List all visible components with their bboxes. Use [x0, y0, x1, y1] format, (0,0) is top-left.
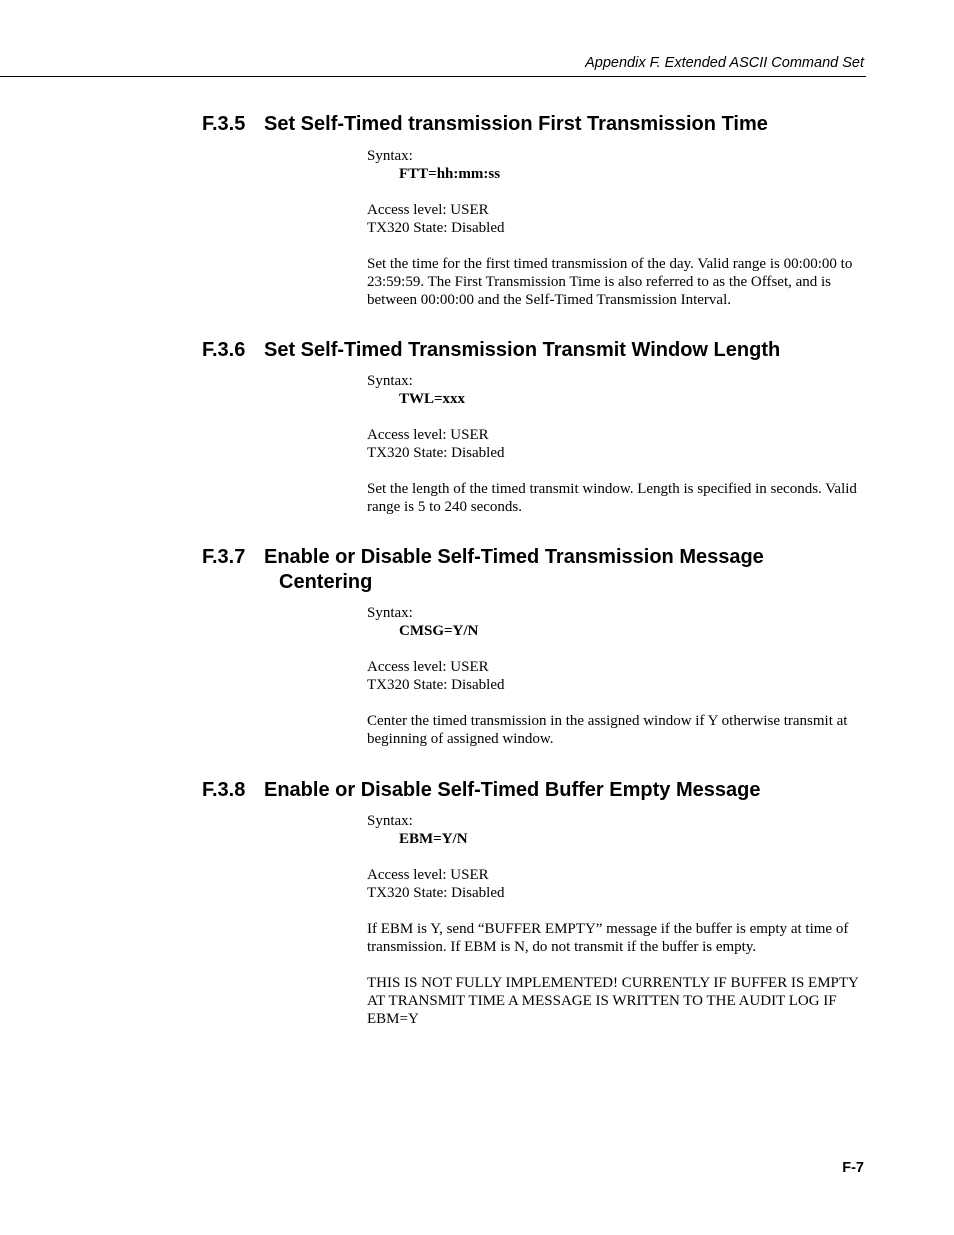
syntax-label: Syntax: [367, 148, 413, 164]
section-title-text: Set Self-Timed Transmission Transmit Window Length [264, 339, 781, 361]
command-syntax: TWL=xxx [399, 391, 466, 407]
implementation-note: THIS IS NOT FULLY IMPLEMENTED! CURRENTLY IF BUFFER IS EMPTY AT TRANSMIT TIME A MESSAGE IS WRITTEN TO THE AUDIT LOG IF EBM=Y [367, 975, 859, 1027]
section-title-continuation: Centering [279, 571, 373, 593]
header-rule [0, 76, 866, 77]
section-title [202, 778, 760, 803]
tx320-state: TX320 State: Disabled [367, 885, 505, 901]
section-number: F.3.6 [202, 339, 246, 361]
description: Set the length of the timed transmit window. Length is specified in seconds. Valid range is 5 to 240 seconds. [367, 481, 857, 515]
section-body [367, 604, 867, 748]
section-title-text: Set Self-Timed transmission First Transmission Time [264, 113, 768, 135]
description: If EBM is Y, send “BUFFER EMPTY” message if the buffer is empty at time of transmission. If EBM is N, do not transmit if the buffer is empty. [367, 921, 849, 955]
section-title [202, 338, 780, 363]
command-syntax: FTT=hh:mm:ss [399, 166, 501, 182]
description: Center the timed transmission in the assigned window if Y otherwise transmit at beginning of assigned window. [367, 713, 848, 747]
syntax-label: Syntax: [367, 605, 413, 621]
running-header: Appendix F. Extended ASCII Command Set [585, 55, 864, 71]
syntax-label: Syntax: [367, 813, 413, 829]
tx320-state: TX320 State: Disabled [367, 445, 505, 461]
description: Set the time for the first timed transmission of the day. Valid range is 00:00:00 to 23:59:59. The First Transmission Time is also referred to as the Offset, and is between 00:00:00 and the Self-Timed Transmission Interval. [367, 256, 853, 308]
tx320-state: TX320 State: Disabled [367, 220, 505, 236]
section-title-text: Enable or Disable Self-Timed Buffer Empty Message [264, 779, 761, 801]
access-level: Access level: USER [367, 867, 489, 883]
section-number: F.3.7 [202, 546, 246, 568]
section-title [202, 112, 768, 137]
section-body [367, 372, 867, 516]
section-number: F.3.8 [202, 779, 246, 801]
section-body [367, 812, 867, 1028]
syntax-label: Syntax: [367, 373, 413, 389]
page-number: F-7 [842, 1160, 864, 1176]
section-body [367, 147, 867, 309]
section-number: F.3.5 [202, 113, 246, 135]
command-syntax: EBM=Y/N [399, 831, 468, 847]
access-level: Access level: USER [367, 202, 489, 218]
command-syntax: CMSG=Y/N [399, 623, 479, 639]
access-level: Access level: USER [367, 427, 489, 443]
access-level: Access level: USER [367, 659, 489, 675]
section-title [202, 545, 764, 595]
section-title-text: Enable or Disable Self-Timed Transmission Message [264, 546, 764, 568]
tx320-state: TX320 State: Disabled [367, 677, 505, 693]
